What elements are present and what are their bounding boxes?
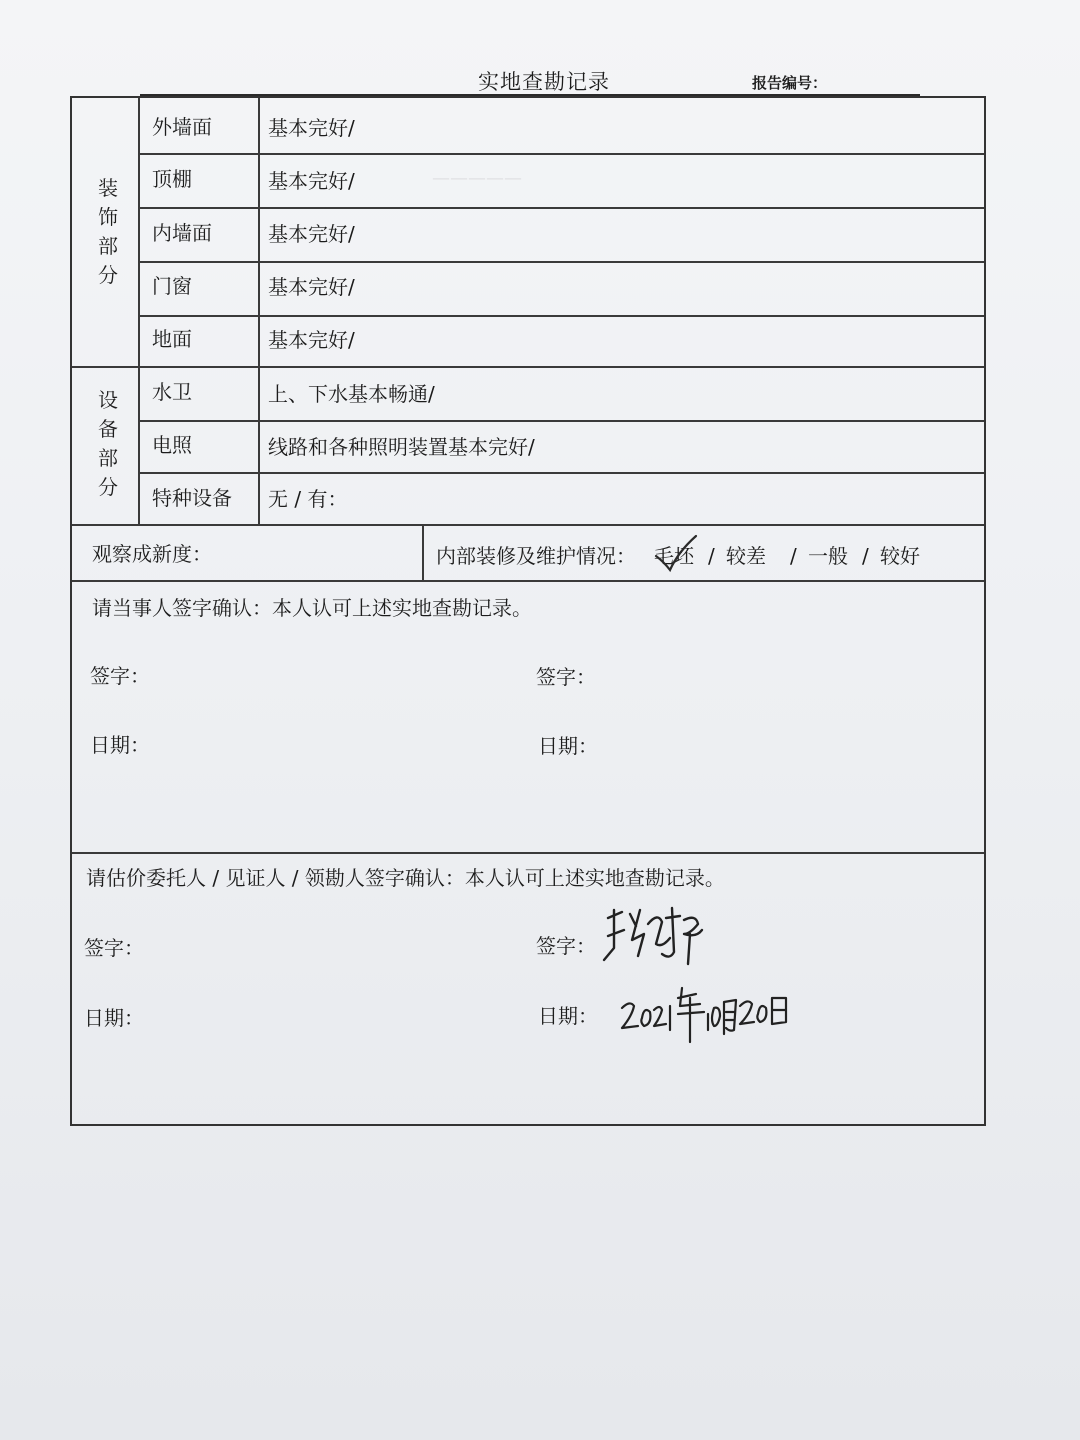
- client-sign-label-left: 签字：: [84, 936, 144, 960]
- party-sign-label-left: 签字：: [90, 664, 150, 688]
- grid-line: [138, 420, 984, 422]
- equipment-group-label: 设 备 部 分: [98, 388, 118, 499]
- decoration-item-interior-wall: 内墙面: [152, 221, 212, 245]
- grid-line: [72, 580, 984, 582]
- handwritten-signature: [600, 904, 710, 970]
- grid-line: [72, 524, 984, 526]
- handwritten-date: [620, 984, 792, 1048]
- grid-line: [138, 153, 984, 155]
- equipment-item-lighting: 电照: [152, 433, 192, 457]
- interior-condition-label: 内部装修及维护情况：: [436, 544, 636, 568]
- survey-record-form: [70, 96, 986, 1126]
- grid-line: [258, 98, 260, 524]
- grid-line: [138, 207, 984, 209]
- client-date-label-left: 日期：: [84, 1006, 144, 1030]
- grid-line: [138, 472, 984, 474]
- grid-line: [422, 524, 424, 580]
- equipment-status-plumbing: 上、下水基本畅通/: [268, 382, 435, 406]
- observed-newness-label: 观察成新度：: [92, 542, 212, 566]
- grid-line: [138, 315, 984, 317]
- decoration-item-floor: 地面: [152, 327, 192, 351]
- decoration-group-label: 装 饰 部 分: [98, 176, 118, 287]
- decoration-status-exterior-wall: 基本完好/: [268, 116, 355, 140]
- decoration-item-ceiling: 顶棚: [152, 167, 192, 191]
- grid-line: [138, 98, 140, 524]
- grid-line: [72, 852, 984, 854]
- party-sign-label-right: 签字：: [536, 665, 596, 689]
- condition-option-poor: 较差: [726, 544, 766, 568]
- condition-option-good: 较好: [880, 544, 920, 568]
- decoration-status-interior-wall: 基本完好/: [268, 222, 355, 246]
- page-title: 实地查勘记录: [478, 70, 610, 94]
- decoration-status-ceiling: 基本完好/: [268, 169, 355, 193]
- check-mark-icon: [652, 532, 700, 574]
- decoration-item-doors-windows: 门窗: [152, 274, 192, 298]
- party-date-label-left: 日期：: [90, 733, 150, 757]
- client-sign-label-right: 签字：: [536, 934, 596, 958]
- condition-option-rough: 毛坯: [654, 544, 694, 568]
- grid-line: [72, 366, 984, 368]
- condition-separator: /: [708, 544, 715, 568]
- report-number-label: 报告编号：: [752, 74, 828, 92]
- grid-line: [138, 261, 984, 263]
- decoration-item-exterior-wall: 外墙面: [152, 115, 212, 139]
- client-date-label-right: 日期：: [538, 1004, 598, 1028]
- equipment-item-plumbing: 水卫: [152, 380, 192, 404]
- decoration-status-floor: 基本完好/: [268, 328, 355, 352]
- party-date-label-right: 日期：: [538, 734, 598, 758]
- condition-separator: /: [790, 544, 797, 568]
- decoration-status-doors-windows: 基本完好/: [268, 275, 355, 299]
- bleed-through-text: —————: [432, 168, 522, 189]
- party-confirm-text: 请当事人签字确认：本人认可上述实地查勘记录。: [92, 596, 532, 620]
- equipment-status-lighting: 线路和各种照明装置基本完好/: [268, 435, 535, 459]
- condition-option-average: 一般: [808, 544, 848, 568]
- equipment-status-special: 无 / 有：: [268, 487, 348, 511]
- client-confirm-text: 请估价委托人 / 见证人 / 领勘人签字确认：本人认可上述实地查勘记录。: [86, 866, 725, 890]
- equipment-item-special: 特种设备: [152, 486, 232, 510]
- condition-separator: /: [862, 544, 869, 568]
